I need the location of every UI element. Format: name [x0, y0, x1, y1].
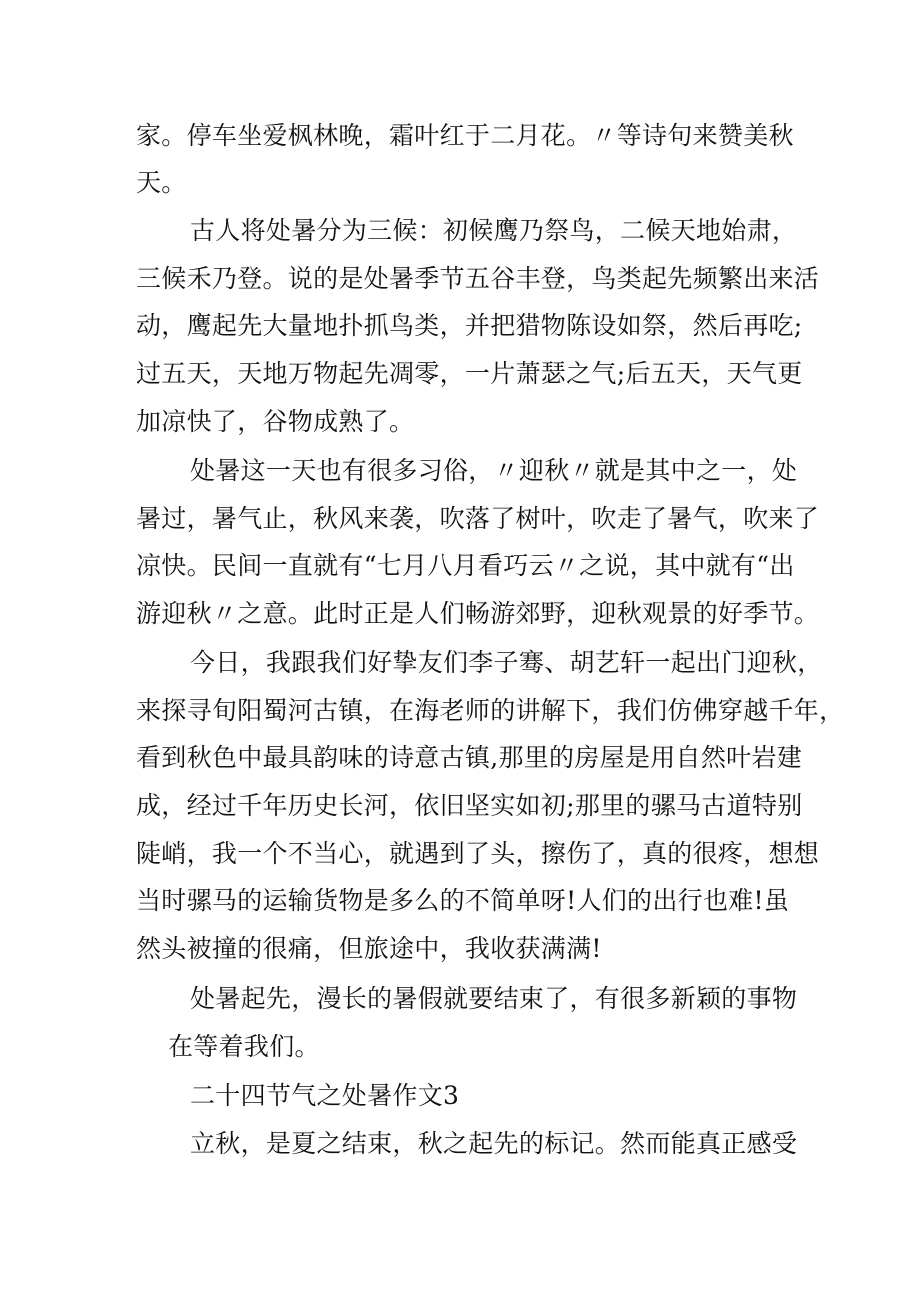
text-line: 在等着我们。 [168, 1032, 320, 1061]
text-line: 当时骡马的运输货物是多么的不简单呀!人们的出行也难!虽 [136, 886, 790, 915]
text-line: 天。 [136, 168, 187, 197]
text-line: 暑过，暑气止，秋风来袭，吹落了树叶，吹走了暑气，吹来了 [136, 504, 820, 533]
text-line: 过五天，天地万物起先凋零，一片萧瑟之气;后五天，天气更 [136, 359, 803, 388]
section-heading: 二十四节气之处暑作文3 [190, 1081, 460, 1110]
text-line: 今日，我跟我们好挚友们李子骞、胡艺轩一起出门迎秋， [190, 648, 823, 677]
text-line: 处暑起先，漫长的暑假就要结束了，有很多新颖的事物 [190, 984, 798, 1013]
text-line: 立秋，是夏之结束，秋之起先的标记。然而能真正感受 [190, 1129, 798, 1158]
text-line: 古人将处暑分为三候：初候鹰乃祭鸟，二候天地始肃， [190, 216, 798, 245]
text-line: 成，经过千年历史长河，依旧坚实如初;那里的骡马古道特别 [136, 791, 803, 820]
text-line: 看到秋色中最具韵味的诗意古镇,那里的房屋是用自然叶岩建 [136, 743, 803, 772]
text-line: 来探寻旬阳蜀河古镇，在海老师的讲解下，我们仿佛穿越千年， [136, 696, 845, 725]
text-line: 处暑这一天也有很多习俗，〃迎秋〃就是其中之一，处 [190, 456, 798, 485]
text-line: 陡峭，我一个不当心，就遇到了头，擦伤了，真的很疼，想想 [136, 839, 820, 868]
text-line: 三候禾乃登。说的是处暑季节五谷丰登，鸟类起先频繁出来活 [136, 264, 820, 293]
text-line: 凉快。民间一直就有“七月八月看巧云〃之说，其中就有“出 [136, 551, 795, 580]
text-line: 然头被撞的很痛，但旅途中，我收获满满! [136, 934, 602, 963]
text-line: 动，鹰起先大量地扑抓鸟类，并把猎物陈设如祭，然后再吃; [136, 311, 803, 340]
text-line: 加凉快了，谷物成熟了。 [136, 407, 415, 436]
text-line: 游迎秋〃之意。此时正是人们畅游郊野，迎秋观景的好季节。 [136, 599, 820, 628]
text-line: 家。停车坐爱枫林晚，霜叶红于二月花。〃等诗句来赞美秋 [136, 121, 794, 150]
